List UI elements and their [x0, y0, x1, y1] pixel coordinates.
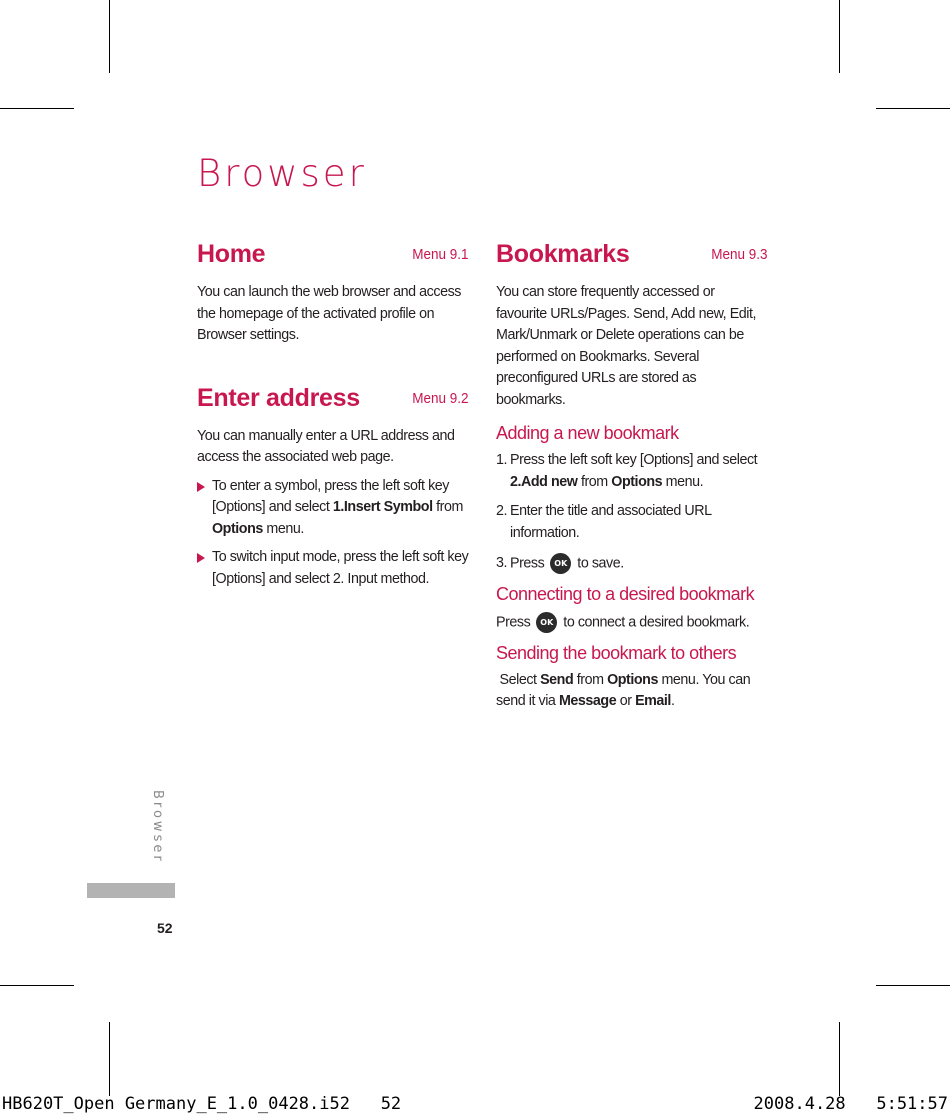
triangle-bullet-icon: [197, 482, 205, 492]
body-text: Select: [496, 671, 541, 688]
section-header: [197, 240, 469, 274]
crop-mark: [109, 1022, 110, 1096]
step-text: menu.: [662, 473, 704, 490]
body-text: from: [573, 671, 608, 688]
right-column: [496, 240, 768, 713]
section-title: Enter address: [197, 383, 360, 412]
triangle-bullet-icon: [197, 553, 205, 563]
step-text: to save.: [577, 555, 624, 572]
body-text: menu. You can send it via: [496, 671, 754, 710]
numbered-step: [496, 553, 768, 575]
bullet-text: menu.: [262, 520, 304, 537]
body-text: Press: [496, 614, 531, 631]
home-section: [197, 240, 469, 347]
menu-reference: Menu 9.3: [711, 246, 768, 263]
bookmarks-section: [496, 240, 768, 713]
step-bold: 2.Add new: [510, 473, 578, 490]
bullet-bold: 1.Insert Symbol: [332, 499, 433, 515]
body-bold: Email: [635, 693, 671, 710]
section-title: Home: [197, 240, 266, 268]
section-header: [496, 240, 768, 274]
step-text: Enter the title and associated URL information.: [510, 503, 712, 541]
subsection-body: [496, 612, 768, 634]
subsection-body: [496, 670, 768, 713]
crop-mark: [109, 0, 110, 73]
page-number: 52: [157, 920, 173, 936]
page-title: Browser: [197, 152, 367, 195]
body-text: .: [670, 693, 675, 710]
side-tab-label: Browser: [150, 790, 165, 864]
body-text: or: [616, 693, 636, 710]
bullet-item: [197, 476, 469, 541]
body-bold: Send: [540, 671, 574, 688]
side-tab-bar: [87, 883, 175, 898]
bullet-text: from: [432, 499, 463, 515]
step-number: 2.: [496, 503, 508, 519]
left-column: [197, 240, 469, 590]
bullet-item: [197, 547, 469, 590]
body-bold: Message: [558, 693, 617, 710]
step-number: 1.: [496, 452, 508, 468]
numbered-step: [496, 450, 768, 493]
step-text: Press the left soft key [Options] and select: [510, 452, 758, 468]
numbered-step: [496, 501, 768, 544]
step-text: from: [577, 473, 612, 490]
step-bold: Options: [611, 473, 663, 490]
crop-mark: [876, 985, 950, 986]
section-body: You can manually enter a URL address and access the associated web page.: [197, 427, 455, 465]
bullet-text: To enter a symbol, press the left soft key [Options] and select: [212, 477, 449, 515]
subsection-heading: Connecting to a desired bookmark: [496, 583, 755, 604]
bullet-text: To switch input mode, press the left soft key [Options] and select 2. Input method.: [212, 549, 469, 587]
subsection-heading: Sending the bookmark to others: [496, 642, 737, 663]
enter-address-section: [197, 384, 469, 591]
step-number: 3.: [496, 555, 508, 571]
crop-mark: [839, 0, 840, 73]
section-body: You can launch the web browser and access the homepage of the activated profile on Browser settings.: [197, 284, 461, 343]
section-title: Bookmarks: [496, 240, 630, 268]
subsection-heading: Adding a new bookmark: [496, 423, 679, 443]
print-slug-left: HB620T_Open Germany_E_1.0_0428.i52 52: [2, 1094, 402, 1114]
menu-reference: Menu 9.1: [412, 246, 469, 263]
crop-mark: [876, 108, 950, 109]
crop-mark: [0, 108, 74, 109]
menu-reference: Menu 9.2: [412, 389, 469, 407]
crop-mark: [839, 1022, 840, 1096]
ok-key-icon: OK: [536, 612, 557, 633]
body-bold: Options: [607, 671, 658, 688]
crop-mark: [0, 985, 74, 986]
body-text: to connect a desired bookmark.: [563, 614, 750, 631]
section-body: You can store frequently accessed or favourite URLs/Pages. Send, Add new, Edit, Mark/Unmark or Delete operations can be performed on Bookmarks. Several preconfigured URLs are stored as bookmarks.: [496, 284, 757, 408]
print-slug-right: 2008.4.28 5:51:57: [753, 1094, 948, 1114]
step-text: Press: [510, 555, 545, 572]
ok-key-icon: OK: [550, 553, 571, 574]
bullet-bold: Options: [212, 520, 263, 537]
section-header: [197, 384, 469, 418]
